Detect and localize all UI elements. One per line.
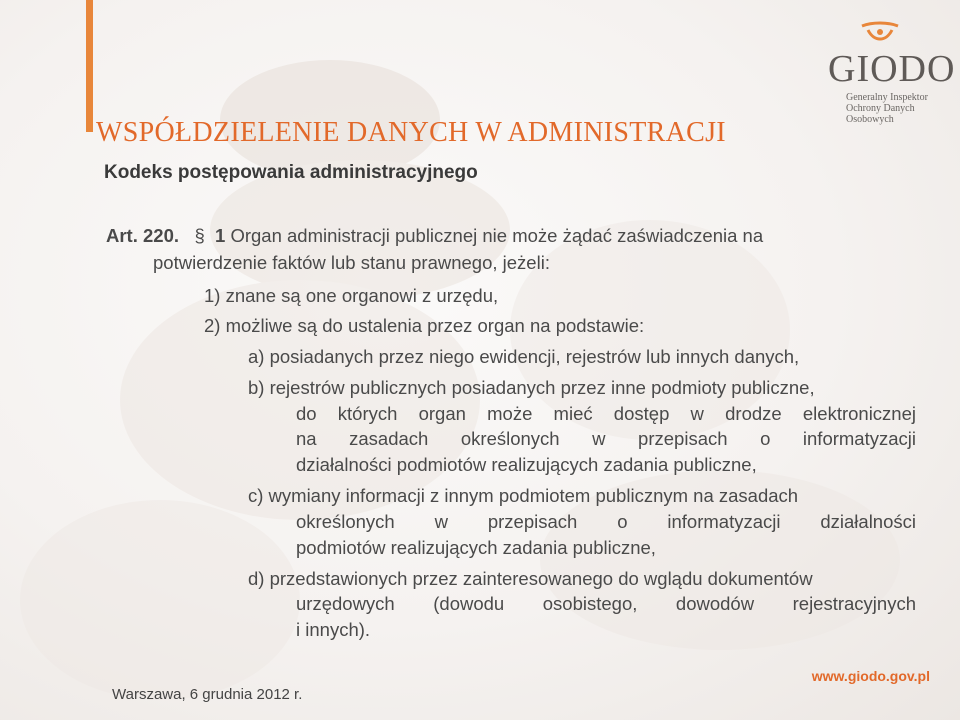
- footer-url-link[interactable]: www.giodo.gov.pl: [811, 668, 930, 684]
- point-d-line1: d) przedstawionych przez zainteresowanego do wglądu dokumentów: [248, 568, 813, 589]
- point-b-line4: działalności podmiotów realizujących zadania publiczne,: [296, 454, 757, 475]
- paragraph-number: 1: [215, 225, 226, 246]
- paragraph-sign: §: [194, 225, 205, 246]
- intro-text-line1: Organ administracji publicznej nie może żądać zaświadczenia na: [230, 225, 764, 246]
- footer-date: Warszawa, 6 grudnia 2012 r.: [112, 686, 303, 703]
- point-d-line2: urzędowych (dowodu osobistego, dowodów rejestracyjnych: [296, 593, 916, 614]
- article-intro-line2: potwierdzenie faktów lub stanu prawnego, jeżeli:: [153, 252, 550, 273]
- slide-title: WSPÓŁDZIELENIE DANYCH W ADMINISTRACJI: [96, 117, 726, 148]
- point-2: 2) możliwe są do ustalenia przez organ na podstawie:: [204, 315, 645, 336]
- logo-subtitle-line2: Ochrony Danych Osobowych: [846, 103, 915, 125]
- slide-subtitle: Kodeks postępowania administracyjnego: [104, 162, 478, 183]
- article-intro-line1: [106, 222, 912, 249]
- point-b-line1: b) rejestrów publicznych posiadanych przez inne podmioty publiczne,: [248, 377, 815, 398]
- point-1: 1) znane są one organowi z urzędu,: [204, 285, 499, 306]
- point-b-line3: na zasadach określonych w przepisach o informatyzacji: [296, 428, 916, 449]
- point-c-line1: c) wymiany informacji z innym podmiotem publicznym na zasadach: [248, 485, 799, 506]
- point-c-line3: podmiotów realizujących zadania publiczne,: [296, 537, 656, 558]
- logo-name: GIODO: [828, 48, 956, 90]
- point-b-line2: do których organ może mieć dostęp w drodze elektronicznej: [296, 403, 916, 424]
- point-c-line2: określonych w przepisach o informatyzacji działalności: [296, 511, 916, 532]
- point-d-line3: i innych).: [296, 619, 371, 640]
- article-number: Art. 220.: [106, 225, 180, 246]
- logo-subtitle-line1: Generalny Inspektor: [846, 92, 928, 103]
- point-a: a) posiadanych przez niego ewidencji, rejestrów lub innych danych,: [248, 346, 800, 367]
